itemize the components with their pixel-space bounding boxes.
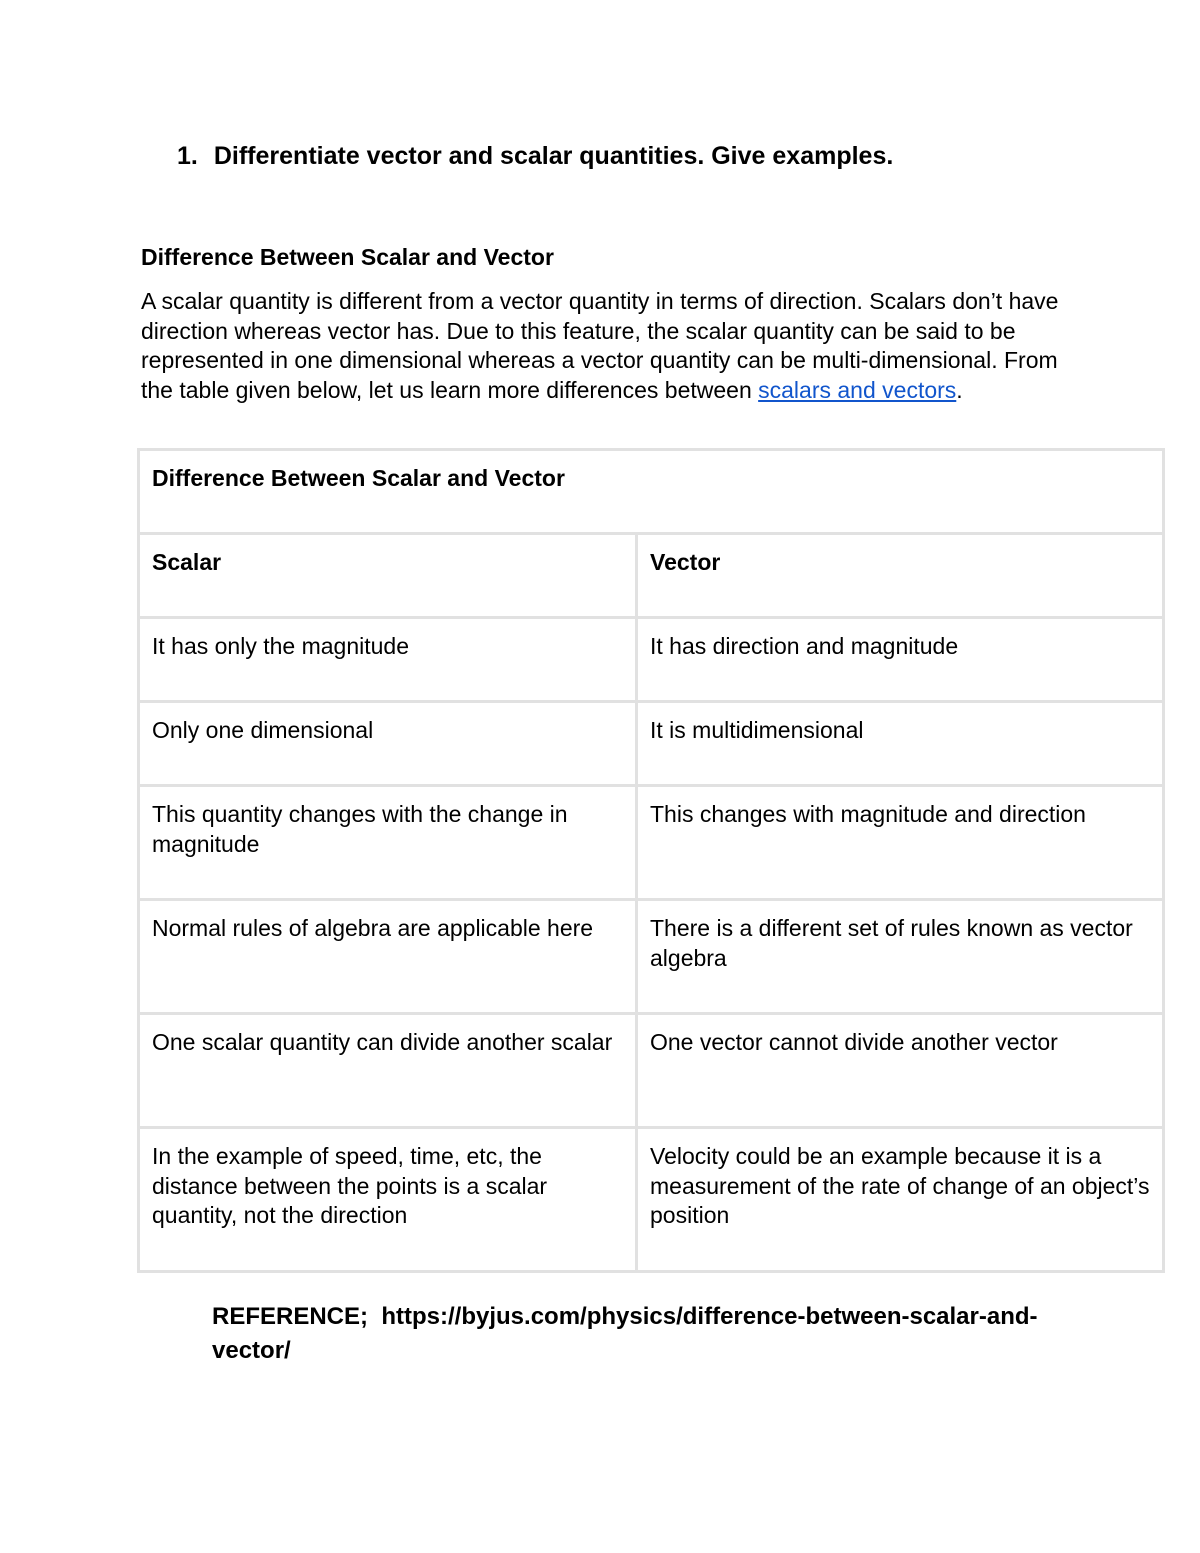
section-heading: Difference Between Scalar and Vector xyxy=(141,244,554,270)
intro-paragraph xyxy=(141,287,1071,405)
table-row xyxy=(139,618,1164,702)
table-row xyxy=(139,702,1164,786)
table-row xyxy=(139,1014,1164,1128)
reference-label: REFERENCE; xyxy=(212,1303,369,1330)
scalar-cell: In the example of speed, time, etc, the distance between the points is a scalar quantity, not the direction xyxy=(139,1128,637,1272)
scalar-cell: One scalar quantity can divide another scalar xyxy=(139,1014,637,1128)
intro-period: . xyxy=(956,376,963,403)
table-header-row xyxy=(139,534,1164,618)
comparison-table xyxy=(137,448,1165,1273)
table-row xyxy=(139,1128,1164,1272)
vector-cell: It has direction and magnitude xyxy=(637,618,1164,702)
scalar-cell: This quantity changes with the change in magnitude xyxy=(139,786,637,900)
question-heading xyxy=(177,142,893,171)
scalar-cell: It has only the magnitude xyxy=(139,618,637,702)
reference-url: https://byjus.com/physics/difference-between-scalar-and-vector/ xyxy=(212,1303,1038,1364)
scalar-cell: Only one dimensional xyxy=(139,702,637,786)
vector-cell: This changes with magnitude and direction xyxy=(637,786,1164,900)
reference xyxy=(212,1300,1062,1368)
table-row xyxy=(139,900,1164,1014)
vector-cell: Velocity could be an example because it is a measurement of the rate of change of an object’s position xyxy=(637,1128,1164,1272)
table-row xyxy=(139,786,1164,900)
vector-cell: One vector cannot divide another vector xyxy=(637,1014,1164,1128)
header-scalar: Scalar xyxy=(139,534,637,618)
vector-cell: It is multidimensional xyxy=(637,702,1164,786)
scalar-cell: Normal rules of algebra are applicable here xyxy=(139,900,637,1014)
scalars-vectors-link[interactable]: scalars and vectors xyxy=(758,376,957,403)
intro-text: A scalar quantity is different from a vector quantity in terms of direction. Scalars don’t have direction whereas vector has. Due to this feature, the scalar quantity can be said to be represented in one dimensional whereas a vector quantity can be multi-dimensional. From the table given below, let us learn more differences between xyxy=(141,288,1059,403)
question-number: 1. xyxy=(177,142,198,170)
table-title-row xyxy=(139,450,1164,534)
vector-cell: There is a different set of rules known as vector algebra xyxy=(637,900,1164,1014)
question-text: Differentiate vector and scalar quantities. Give examples. xyxy=(213,142,894,170)
table-title: Difference Between Scalar and Vector xyxy=(139,450,1164,534)
header-vector: Vector xyxy=(637,534,1164,618)
